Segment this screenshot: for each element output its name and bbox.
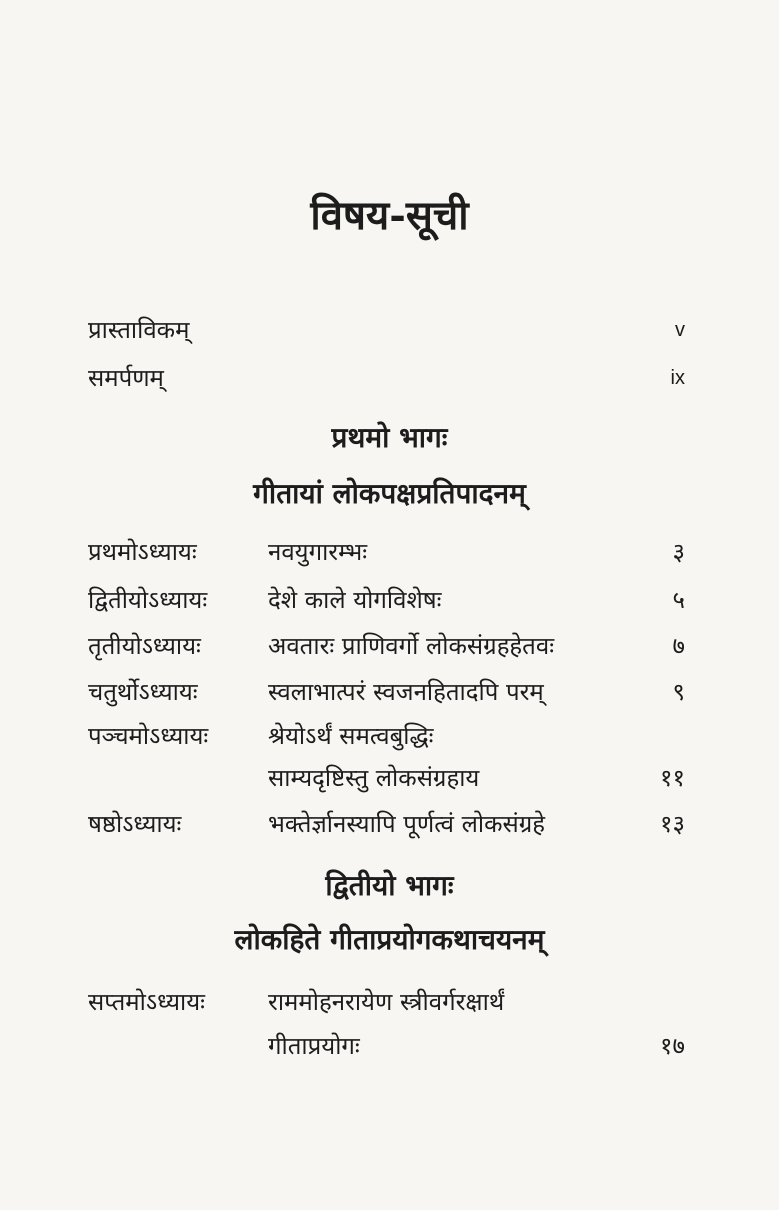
chapter-entry bbox=[0, 532, 779, 572]
chapter-entry bbox=[0, 672, 779, 712]
front-entry-preface bbox=[0, 310, 779, 350]
chapter-title: राममोहनरायेण स्त्रीवर्गरक्षार्थं bbox=[268, 988, 505, 1016]
page-number: १७ bbox=[660, 1032, 685, 1060]
front-entry-dedication bbox=[0, 358, 779, 398]
part1-heading: प्रथमो भागः bbox=[331, 421, 448, 454]
chapter-title-continued: गीताप्रयोगः bbox=[268, 1032, 360, 1060]
page-number: ११ bbox=[660, 764, 685, 792]
part2-subheading: लोकहिते गीताप्रयोगकथाचयनम् bbox=[234, 923, 545, 956]
chapter-label: सप्तमोऽध्यायः bbox=[88, 988, 205, 1016]
chapter-label: प्रथमोऽध्यायः bbox=[88, 538, 197, 566]
chapter-entry bbox=[0, 716, 779, 756]
chapter-entry bbox=[0, 982, 779, 1022]
chapter-label: चतुर्थोऽध्यायः bbox=[88, 678, 198, 706]
chapter-title: भक्तेर्ज्ञानस्यापि पूर्णत्वं लोकसंग्रहे bbox=[268, 810, 546, 838]
chapter-title: नवयुगारम्भः bbox=[268, 538, 368, 566]
page-number: ३ bbox=[672, 538, 685, 566]
entry-label: समर्पणम् bbox=[88, 364, 164, 392]
page-number: v bbox=[675, 319, 685, 341]
chapter-entry bbox=[0, 804, 779, 844]
chapter-entry bbox=[0, 580, 779, 620]
chapter-label: तृतीयोऽध्यायः bbox=[88, 632, 201, 660]
chapter-entry bbox=[0, 626, 779, 666]
chapter-title: देशे काले योगविशेषः bbox=[268, 586, 442, 614]
page-number: ९ bbox=[672, 678, 685, 706]
part2-heading: द्वितीयो भागः bbox=[325, 869, 454, 902]
chapter-entry-continued bbox=[0, 758, 779, 798]
chapter-title: श्रेयोऽर्थं समत्वबुद्धिः bbox=[268, 722, 434, 750]
entry-label: प्रास्ताविकम् bbox=[88, 316, 190, 344]
chapter-title: स्वलाभात्परं स्वजनहितादपि परम् bbox=[268, 678, 544, 706]
chapter-title-continued: साम्यदृष्टिस्तु लोकसंग्रहाय bbox=[268, 764, 480, 792]
chapter-label: पञ्चमोऽध्यायः bbox=[88, 722, 209, 750]
page-title: विषय-सूची bbox=[310, 192, 469, 239]
chapter-label: द्वितीयोऽध्यायः bbox=[88, 586, 208, 614]
page-number: ५ bbox=[672, 586, 685, 614]
page-number: ix bbox=[670, 367, 685, 389]
page-number: ७ bbox=[672, 632, 685, 660]
page-number: १३ bbox=[660, 810, 685, 838]
chapter-entry-continued bbox=[0, 1026, 779, 1066]
chapter-title: अवतारः प्राणिवर्गो लोकसंग्रहहेतवः bbox=[268, 632, 555, 660]
chapter-label: षष्ठोऽध्यायः bbox=[88, 810, 182, 838]
part1-subheading: गीतायां लोकपक्षप्रतिपादनम् bbox=[253, 477, 526, 510]
